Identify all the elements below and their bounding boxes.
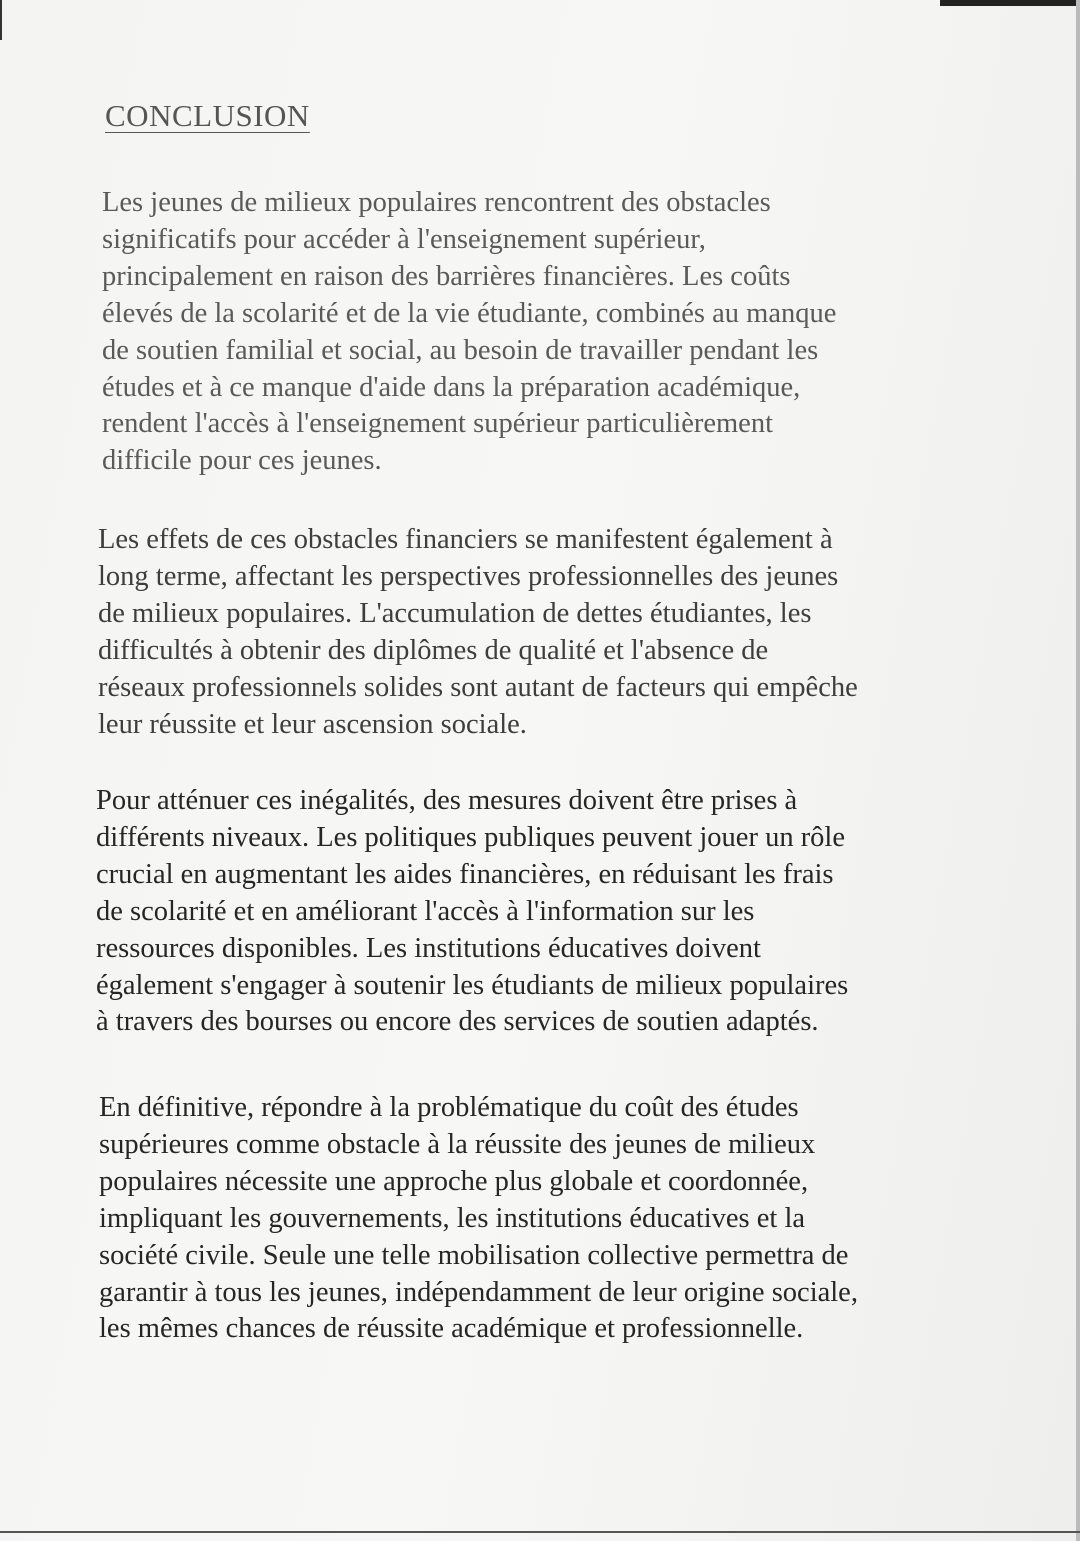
text-line: réseaux professionnels solides sont autant de facteurs qui empêche bbox=[98, 671, 858, 703]
text-line: ressources disponibles. Les institutions éducatives doivent bbox=[96, 932, 761, 964]
text-line: différents niveaux. Les politiques publiques peuvent jouer un rôle bbox=[96, 821, 846, 853]
page-edge-right bbox=[1076, 0, 1080, 1541]
paragraph-2 bbox=[98, 522, 858, 743]
text-line: crucial en augmentant les aides financières, en réduisant les frais bbox=[96, 858, 834, 890]
text-line: de soutien familial et social, au besoin de travailler pendant les bbox=[102, 334, 819, 366]
text-line: leur réussite et leur ascension sociale. bbox=[98, 708, 527, 740]
document-title: CONCLUSION bbox=[105, 98, 310, 133]
page-edge-bottom bbox=[0, 1531, 1080, 1533]
paragraph-4 bbox=[99, 1090, 858, 1348]
text-line: rendent l'accès à l'enseignement supérieur particulièrement bbox=[102, 408, 774, 440]
text-line: En définitive, répondre à la problématique du coût des études bbox=[99, 1092, 799, 1123]
text-line: également s'engager à soutenir les étudiants de milieux populaires bbox=[96, 969, 849, 1001]
paragraph-1 bbox=[102, 185, 836, 480]
text-line: les mêmes chances de réussite académique et professionnelle. bbox=[99, 1313, 804, 1345]
text-line: Pour atténuer ces inégalités, des mesures doivent être prises à bbox=[96, 785, 798, 816]
text-line: société civile. Seule une telle mobilisation collective permettra de bbox=[99, 1239, 849, 1271]
text-line: de milieux populaires. L'accumulation de dettes étudiantes, les bbox=[98, 597, 812, 629]
text-line: Les effets de ces obstacles financiers se manifestent également à bbox=[98, 524, 833, 555]
text-line: élevés de la scolarité et de la vie étudiante, combinés au manque bbox=[102, 297, 837, 329]
text-line: de scolarité et en améliorant l'accès à l'information sur les bbox=[96, 895, 755, 927]
paragraph-3 bbox=[96, 783, 848, 1041]
text-line: garantir à tous les jeunes, indépendamment de leur origine sociale, bbox=[99, 1276, 858, 1308]
text-line: impliquant les gouvernements, les institutions éducatives et la bbox=[99, 1202, 806, 1234]
page-edge-left bbox=[0, 0, 2, 40]
text-line: difficile pour ces jeunes. bbox=[102, 445, 382, 477]
text-line: long terme, affectant les perspectives professionnelles des jeunes bbox=[98, 560, 839, 592]
text-line: significatifs pour accéder à l'enseignement supérieur, bbox=[102, 223, 706, 255]
text-line: difficultés à obtenir des diplômes de qualité et l'absence de bbox=[98, 634, 769, 666]
page-edge-top bbox=[940, 0, 1080, 6]
text-line: populaires nécessite une approche plus globale et coordonnée, bbox=[99, 1165, 809, 1197]
text-line: à travers des bourses ou encore des services de soutien adaptés. bbox=[96, 1006, 819, 1038]
text-line: études et à ce manque d'aide dans la préparation académique, bbox=[102, 371, 801, 403]
text-line: Les jeunes de milieux populaires rencontrent des obstacles bbox=[102, 187, 771, 218]
text-line: principalement en raison des barrières financières. Les coûts bbox=[102, 260, 791, 292]
text-line: supérieures comme obstacle à la réussite des jeunes de milieux bbox=[99, 1128, 816, 1160]
